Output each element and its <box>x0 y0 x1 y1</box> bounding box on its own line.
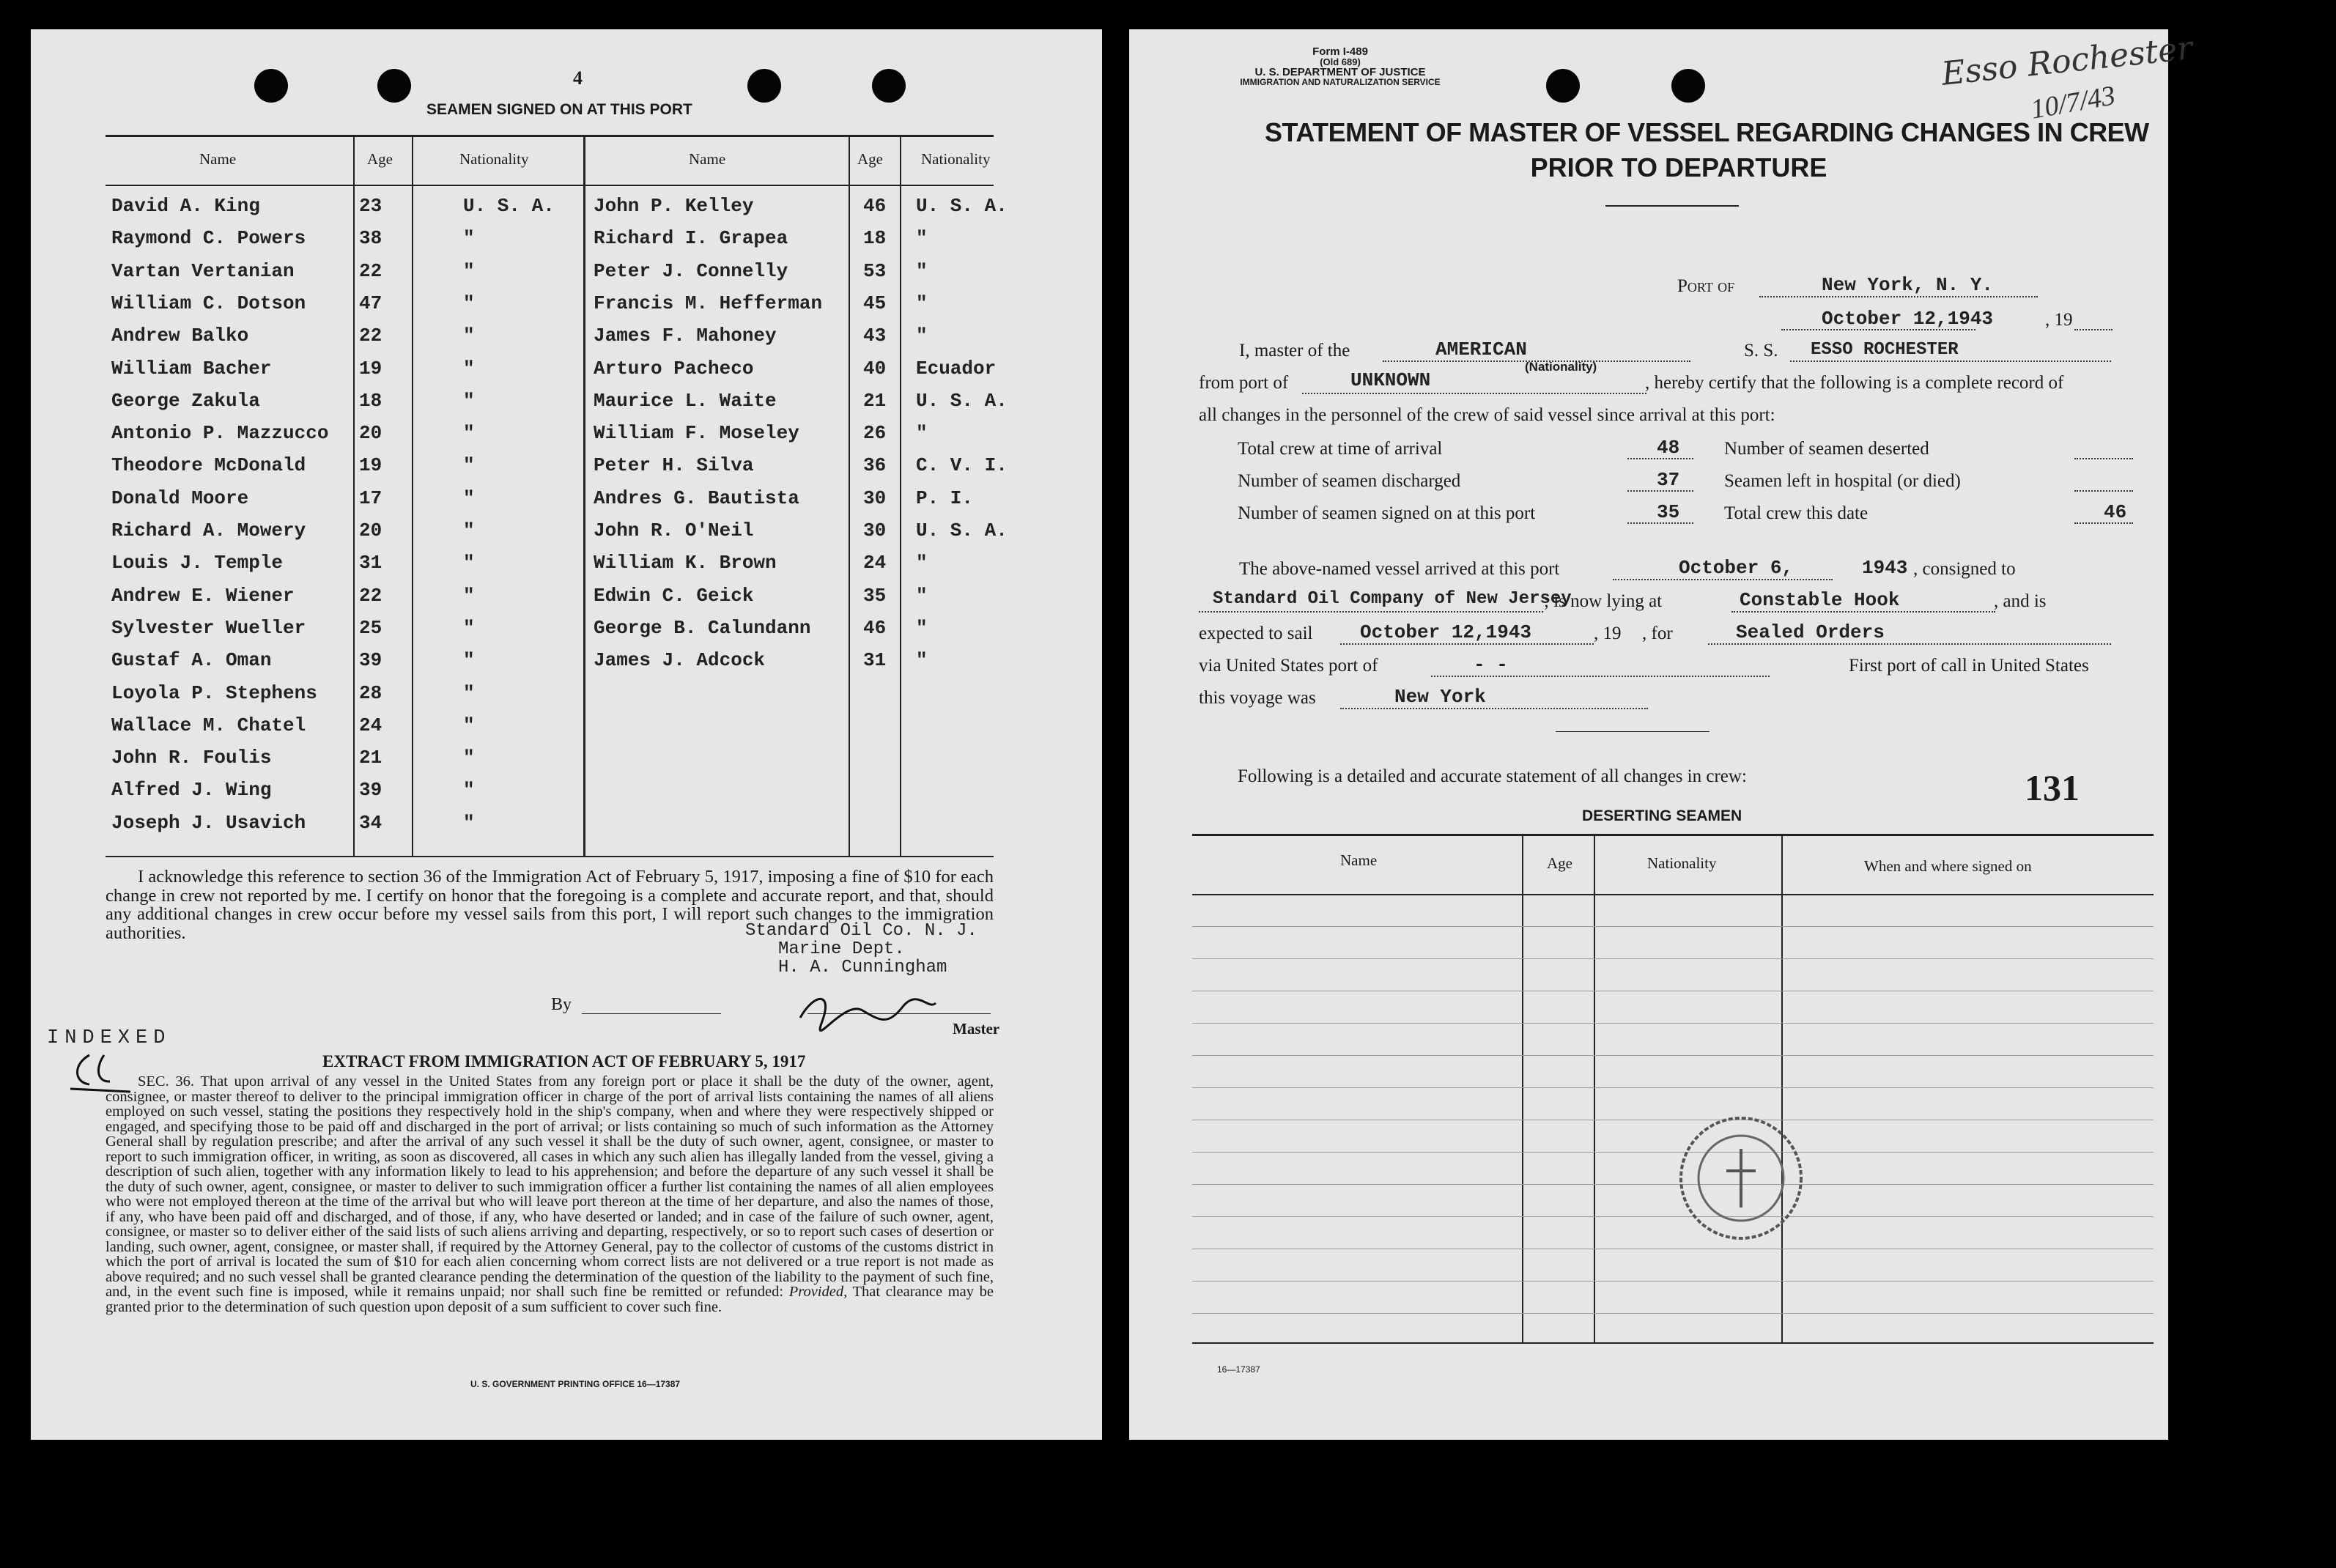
consignee-value: Standard Oil Company of New Jersey <box>1213 589 1572 609</box>
form-title-line2: PRIOR TO DEPARTURE <box>1530 152 1827 182</box>
seaman-nationality: " <box>463 584 475 607</box>
official-seal-stamp <box>1675 1112 1807 1244</box>
extract-title: EXTRACT FROM IMMIGRATION ACT OF FEBRUARY 5, 1917 <box>322 1052 806 1070</box>
by-label: By <box>551 995 572 1014</box>
desert-col-divider <box>1781 835 1783 1342</box>
seaman-name: Edwin C. Geick <box>594 584 754 607</box>
desert-table-header-rule <box>1192 894 2154 895</box>
desert-row-line <box>1192 1152 2154 1153</box>
destination-fill-line <box>1708 643 2111 645</box>
signature-name: H. A. Cunningham <box>778 958 947 977</box>
seaman-nationality: U. S. A. <box>916 195 1008 217</box>
extract-body <box>106 1074 994 1314</box>
seaman-name: John R. Foulis <box>111 747 272 769</box>
seaman-age: 30 <box>863 519 887 541</box>
service-name: IMMIGRATION AND NATURALIZATION SERVICE <box>1240 77 1441 87</box>
stat-value: 35 <box>1657 501 1680 523</box>
this-voyage-label: this voyage was <box>1199 688 1316 708</box>
seaman-age: 35 <box>863 584 887 607</box>
destination-value: Sealed Orders <box>1736 621 1885 643</box>
date-suffix: , 19 <box>2045 310 2073 330</box>
seaman-name: Richard I. Grapea <box>594 227 788 250</box>
right-page <box>1129 29 2195 1440</box>
desert-row-line <box>1192 1087 2154 1088</box>
seaman-nationality: " <box>916 227 928 250</box>
for-label: , for <box>1642 624 1673 643</box>
ship-fill-line <box>1790 360 2111 362</box>
seaman-name: Andrew Balko <box>111 325 249 347</box>
printer-line: U. S. GOVERNMENT PRINTING OFFICE 16—17387 <box>470 1379 681 1389</box>
seaman-name: Andrew E. Wiener <box>111 584 295 607</box>
col-divider <box>412 136 413 856</box>
seaman-nationality: " <box>916 292 928 314</box>
seaman-age: 25 <box>359 616 382 639</box>
seaman-age: 31 <box>359 552 382 574</box>
desert-row-line <box>1192 1184 2154 1185</box>
seaman-age: 22 <box>359 325 382 347</box>
desert-col-name: Name <box>1340 851 1378 869</box>
col-divider <box>583 136 585 856</box>
seaman-nationality: " <box>463 227 475 250</box>
year-fill-line <box>2074 329 2113 330</box>
master-of-label: I, master of the <box>1239 341 1350 360</box>
lying-fill-line <box>1731 611 1995 613</box>
seaman-name: Joseph J. Usavich <box>111 811 306 834</box>
seaman-name: David A. King <box>111 195 260 217</box>
seaman-name: George B. Calundann <box>594 616 811 639</box>
table-header-rule <box>106 185 994 186</box>
seaman-name: William Bacher <box>111 357 272 380</box>
seaman-nationality: " <box>916 422 928 445</box>
seaman-age: 39 <box>359 779 382 802</box>
desert-row-line <box>1192 1023 2154 1024</box>
date-value: October 12,1943 <box>1822 308 1994 330</box>
acknowledgment-text: I acknowledge this reference to section 36 of the Immigration Act of February 5, 1917, imposing a fine of $10 for each change in crew not reported by me. I certify on honor that the foregoing is a complete and accurate report, and that, should any additional changes in crew occur before my vessel sails from this port, I will report such changes to the immigration authorities. <box>106 867 994 943</box>
signature-dept: Marine Dept. <box>778 939 905 959</box>
seaman-name: Peter J. Connelly <box>594 259 788 282</box>
indexed-stamp: INDEXED <box>47 1027 171 1049</box>
seaman-name: Antonio P. Mazzucco <box>111 422 329 445</box>
from-port-label: from port of <box>1199 373 1289 393</box>
stat-fill-line <box>2074 458 2133 459</box>
desert-row-line <box>1192 1281 2154 1282</box>
seaman-age: 23 <box>359 195 382 217</box>
punch-hole <box>1546 69 1580 103</box>
seaman-nationality: " <box>916 584 928 607</box>
handwritten-signature <box>793 985 939 1036</box>
seaman-nationality: " <box>463 357 475 380</box>
seaman-age: 46 <box>863 616 887 639</box>
and-is-label: , and is <box>1994 591 2047 611</box>
form-number: Form I-489 <box>1312 45 1368 58</box>
from-port-fill-line <box>1302 393 1646 394</box>
lying-place: Constable Hook <box>1740 589 1900 611</box>
arrived-year: 1943 <box>1862 557 1908 579</box>
extract-end: That clearance may be granted prior to the determination of such question upon deposit of a sum sufficient to cover such fine. <box>106 1284 994 1315</box>
arrived-date: October 6, <box>1679 557 1794 579</box>
first-port-fill-line <box>1340 708 1648 709</box>
seaman-age: 26 <box>863 422 887 445</box>
punch-hole <box>377 69 411 103</box>
col-header-nationality: Nationality <box>921 150 991 168</box>
seaman-name: Louis J. Temple <box>111 552 284 574</box>
via-value: - - <box>1474 654 1508 676</box>
seaman-age: 17 <box>359 487 382 509</box>
desert-row-line <box>1192 1055 2154 1056</box>
stat-value: 37 <box>1657 469 1680 491</box>
from-port-value: UNKNOWN <box>1350 369 1431 391</box>
stat-fill-line <box>2074 490 2133 492</box>
arrived-fill-line <box>1613 579 1833 580</box>
seaman-name: George Zakula <box>111 389 260 412</box>
following-text: Following is a detailed and accurate statement of all changes in crew: <box>1238 766 1747 786</box>
extract-text: That upon arrival of any vessel in the United States from any foreign port or place it shall be the duty of the owner, agent, consignee, or master thereof to deliver to the principal immigration officer in charge of the port of arrival lists containing the names of all aliens employed on such vessel, stating the positions they respectively hold in the ship's company, when and where they were respectively shipped or engaged, and specifying those to be paid off and discharged in the port of arrival; or lists containing so much of such information as the Attorney General shall by regulation prescribe; and after the arrival of any such vessel it shall be the duty of such owner, agent, consignee, or master to report to such immigration officer, in writing, as soon as discovered, all cases in which any such alien has illegally landed from the vessel, giving a description of such alien, together with any information likely to lead to his apprehension; and before the departure of any such vessel it shall be the duty of such owner, agent, consignee, or master to deliver to such immigration officer a further list containing the names of all alien employees who were not employed thereon at the time of the arrival but who will leave port thereon at the time of her departure, and also the names of those, if any, who have been paid off and discharged, and of those, if any, who have deserted or landed; and in case of the failure of such owner, agent, consignee, or master so to deliver either of the said lists of such aliens arriving and departing, respectively, or so to report such cases of desertion or landing, such owner, agent, consignee, or master shall, if required by the Attorney General, pay to the collector of customs of the customs district in which the port of arrival is located the sum of $10 for each alien concerning whom correct lists are not delivered or a true report is not made as above required; and no such vessel shall be granted clearance pending the determination of the question of the liability to the payment of such fine, and, in the event such fine is imposed, while it remains unpaid; nor shall such fine be remitted or refunded: <box>106 1073 994 1300</box>
seaman-age: 22 <box>359 584 382 607</box>
stat-label: Number of seamen signed on at this port <box>1238 503 1536 523</box>
arrived-text: The above-named vessel arrived at this port <box>1239 559 1560 579</box>
consigned-label: , consigned to <box>1913 559 2016 579</box>
seaman-nationality: " <box>463 649 475 672</box>
extract-provided: Provided, <box>788 1284 848 1300</box>
seaman-age: 24 <box>359 714 382 736</box>
sail-fill-line <box>1340 643 1594 645</box>
seaman-nationality: " <box>463 779 475 802</box>
seaman-name: John P. Kelley <box>594 195 754 217</box>
seaman-age: 21 <box>863 389 887 412</box>
seaman-nationality: " <box>463 519 475 541</box>
seaman-name: Raymond C. Powers <box>111 227 306 250</box>
nationality-value: AMERICAN <box>1435 339 1527 360</box>
seaman-name: James J. Adcock <box>594 649 766 672</box>
seaman-age: 53 <box>863 259 887 282</box>
seaman-age: 21 <box>359 747 382 769</box>
seaman-name: Andres G. Bautista <box>594 487 799 509</box>
desert-col-nationality: Nationality <box>1647 854 1717 872</box>
col-header-age: Age <box>857 150 883 168</box>
seaman-nationality: " <box>463 454 475 477</box>
punch-hole <box>1671 69 1705 103</box>
seaman-name: Theodore McDonald <box>111 454 306 477</box>
stat-label: Seamen left in hospital (or died) <box>1724 471 1961 491</box>
via-fill-line <box>1431 676 1770 677</box>
seaman-age: 38 <box>359 227 382 250</box>
punch-hole <box>747 69 781 103</box>
seaman-nationality: " <box>463 325 475 347</box>
seaman-name: John R. O'Neil <box>594 519 754 541</box>
seaman-age: 34 <box>359 811 382 834</box>
seaman-nationality: " <box>463 487 475 509</box>
seaman-nationality: " <box>463 681 475 704</box>
seaman-nationality: " <box>463 259 475 282</box>
stat-label: Total crew this date <box>1724 503 1869 523</box>
seaman-age: 30 <box>863 487 887 509</box>
nationality-caption: (Nationality) <box>1525 360 1597 374</box>
desert-row-line <box>1192 958 2154 959</box>
seaman-name: Arturo Pacheco <box>594 357 754 380</box>
desert-table-top <box>1192 834 2154 836</box>
ss-label: S. S. <box>1744 341 1778 360</box>
seaman-nationality: " <box>916 325 928 347</box>
desert-row-line <box>1192 1313 2154 1314</box>
desert-col-age: Age <box>1547 854 1572 872</box>
seaman-age: 18 <box>863 227 887 250</box>
seaman-name: Donald Moore <box>111 487 249 509</box>
desert-col-when-where: When and where signed on <box>1864 857 2032 875</box>
via-label: via United States port of <box>1199 656 1378 676</box>
seaman-name: William F. Moseley <box>594 422 799 445</box>
title-rule <box>1605 205 1739 207</box>
section-title: SEAMEN SIGNED ON AT THIS PORT <box>426 101 692 118</box>
extract-section: SEC. 36. <box>138 1073 195 1090</box>
col-divider <box>353 136 355 856</box>
stat-value: 46 <box>2104 501 2127 523</box>
col-divider <box>849 136 850 856</box>
seaman-nationality: U. S. A. <box>916 389 1008 412</box>
table-top-rule <box>106 135 994 137</box>
seaman-nationality: " <box>463 811 475 834</box>
form-old-number: (Old 689) <box>1320 56 1361 67</box>
seaman-age: 47 <box>359 292 382 314</box>
certify-text: , hereby certify that the following is a complete record of <box>1645 373 2064 393</box>
seaman-name: Richard A. Mowery <box>111 519 306 541</box>
seaman-name: Maurice L. Waite <box>594 389 777 412</box>
col-divider <box>900 136 901 856</box>
seaman-nationality: " <box>916 616 928 639</box>
certify-text-2: all changes in the personnel of the crew of said vessel since arrival at this port: <box>1199 405 1775 425</box>
seaman-name: William C. Dotson <box>111 292 306 314</box>
form-title-line1: STATEMENT OF MASTER OF VESSEL REGARDING CHANGES IN CREW <box>1265 117 2149 147</box>
signature-company: Standard Oil Co. N. J. <box>745 921 977 941</box>
port-fill-line <box>1759 296 2038 297</box>
seaman-age: 43 <box>863 325 887 347</box>
seaman-nationality: " <box>463 714 475 736</box>
seaman-name: Peter H. Silva <box>594 454 754 477</box>
seaman-name: Alfred J. Wing <box>111 779 272 802</box>
col-header-name: Name <box>689 150 726 168</box>
seaman-age: 39 <box>359 649 382 672</box>
stat-label: Number of seamen deserted <box>1724 439 1929 459</box>
left-page <box>31 29 1102 1440</box>
seaman-name: Loyola P. Stephens <box>111 681 317 704</box>
seaman-age: 46 <box>863 195 887 217</box>
seaman-age: 28 <box>359 681 382 704</box>
seaman-nationality: P. I. <box>916 487 974 509</box>
desert-col-divider <box>1594 835 1595 1342</box>
handwritten-ship-name: Esso Rochester <box>1940 29 2195 93</box>
port-value: New York, N. Y. <box>1822 274 1994 296</box>
seaman-nationality: " <box>916 259 928 282</box>
col-header-nationality: Nationality <box>459 150 529 168</box>
first-port-value: New York <box>1394 686 1486 708</box>
seaman-nationality: " <box>463 552 475 574</box>
port-label: Port of <box>1677 276 1735 296</box>
desert-row-line <box>1192 926 2154 927</box>
seaman-name: Wallace M. Chatel <box>111 714 306 736</box>
seaman-age: 22 <box>359 259 382 282</box>
seaman-age: 20 <box>359 422 382 445</box>
ship-name-value: ESSO ROCHESTER <box>1811 340 1959 360</box>
short-rule <box>1556 731 1710 732</box>
table-bottom-rule <box>106 856 994 857</box>
seaman-age: 19 <box>359 357 382 380</box>
seaman-name: James F. Mahoney <box>594 325 777 347</box>
seaman-name: Francis M. Hefferman <box>594 292 823 314</box>
seaman-age: 19 <box>359 454 382 477</box>
seaman-nationality: " <box>463 747 475 769</box>
first-port-label: First port of call in United States <box>1849 656 2089 676</box>
seaman-age: 36 <box>863 454 887 477</box>
col-header-age: Age <box>367 150 393 168</box>
stat-value: 48 <box>1657 437 1680 459</box>
footer-code: 16—17387 <box>1217 1364 1260 1375</box>
punch-hole <box>254 69 288 103</box>
seaman-nationality: " <box>916 649 928 672</box>
expected-sail-label: expected to sail <box>1199 624 1313 643</box>
seaman-nationality: " <box>916 552 928 574</box>
seaman-name: William K. Brown <box>594 552 777 574</box>
seaman-age: 40 <box>863 357 887 380</box>
stamp-number: 131 <box>2025 767 2080 808</box>
stat-label: Number of seamen discharged <box>1238 471 1461 491</box>
seaman-name: Gustaf A. Oman <box>111 649 272 672</box>
seaman-nationality: U. S. A. <box>463 195 555 217</box>
seaman-nationality: " <box>463 389 475 412</box>
page-number: 4 <box>573 67 583 89</box>
seaman-age: 31 <box>863 649 887 672</box>
sail-date: October 12,1943 <box>1360 621 1532 643</box>
punch-hole <box>872 69 906 103</box>
desert-row-line <box>1192 1216 2154 1217</box>
stat-label: Total crew at time of arrival <box>1238 439 1443 459</box>
nineteen-label: , 19 <box>1594 624 1622 643</box>
seaman-nationality: " <box>463 292 475 314</box>
seaman-name: Vartan Vertanian <box>111 259 295 282</box>
seaman-nationality: " <box>463 422 475 445</box>
desert-table-bottom <box>1192 1342 2154 1344</box>
seaman-nationality: " <box>463 616 475 639</box>
col-header-name: Name <box>199 150 237 168</box>
seaman-age: 20 <box>359 519 382 541</box>
seaman-age: 18 <box>359 389 382 412</box>
seaman-age: 45 <box>863 292 887 314</box>
handwritten-date: 10/7/43 <box>2028 80 2118 125</box>
lying-label: ; is now lying at <box>1544 591 1663 611</box>
consignee-fill-line <box>1199 611 1543 613</box>
seaman-nationality: C. V. I. <box>916 454 1008 477</box>
deserting-title: DESERTING SEAMEN <box>1582 807 1742 824</box>
desert-col-divider <box>1522 835 1523 1342</box>
master-label: Master <box>953 1020 1000 1038</box>
department-name: U. S. DEPARTMENT OF JUSTICE <box>1254 66 1426 78</box>
seaman-nationality: U. S. A. <box>916 519 1008 541</box>
by-line <box>582 1013 721 1014</box>
seaman-name: Sylvester Wueller <box>111 616 306 639</box>
seaman-age: 24 <box>863 552 887 574</box>
seaman-nationality: Ecuador <box>916 357 997 380</box>
